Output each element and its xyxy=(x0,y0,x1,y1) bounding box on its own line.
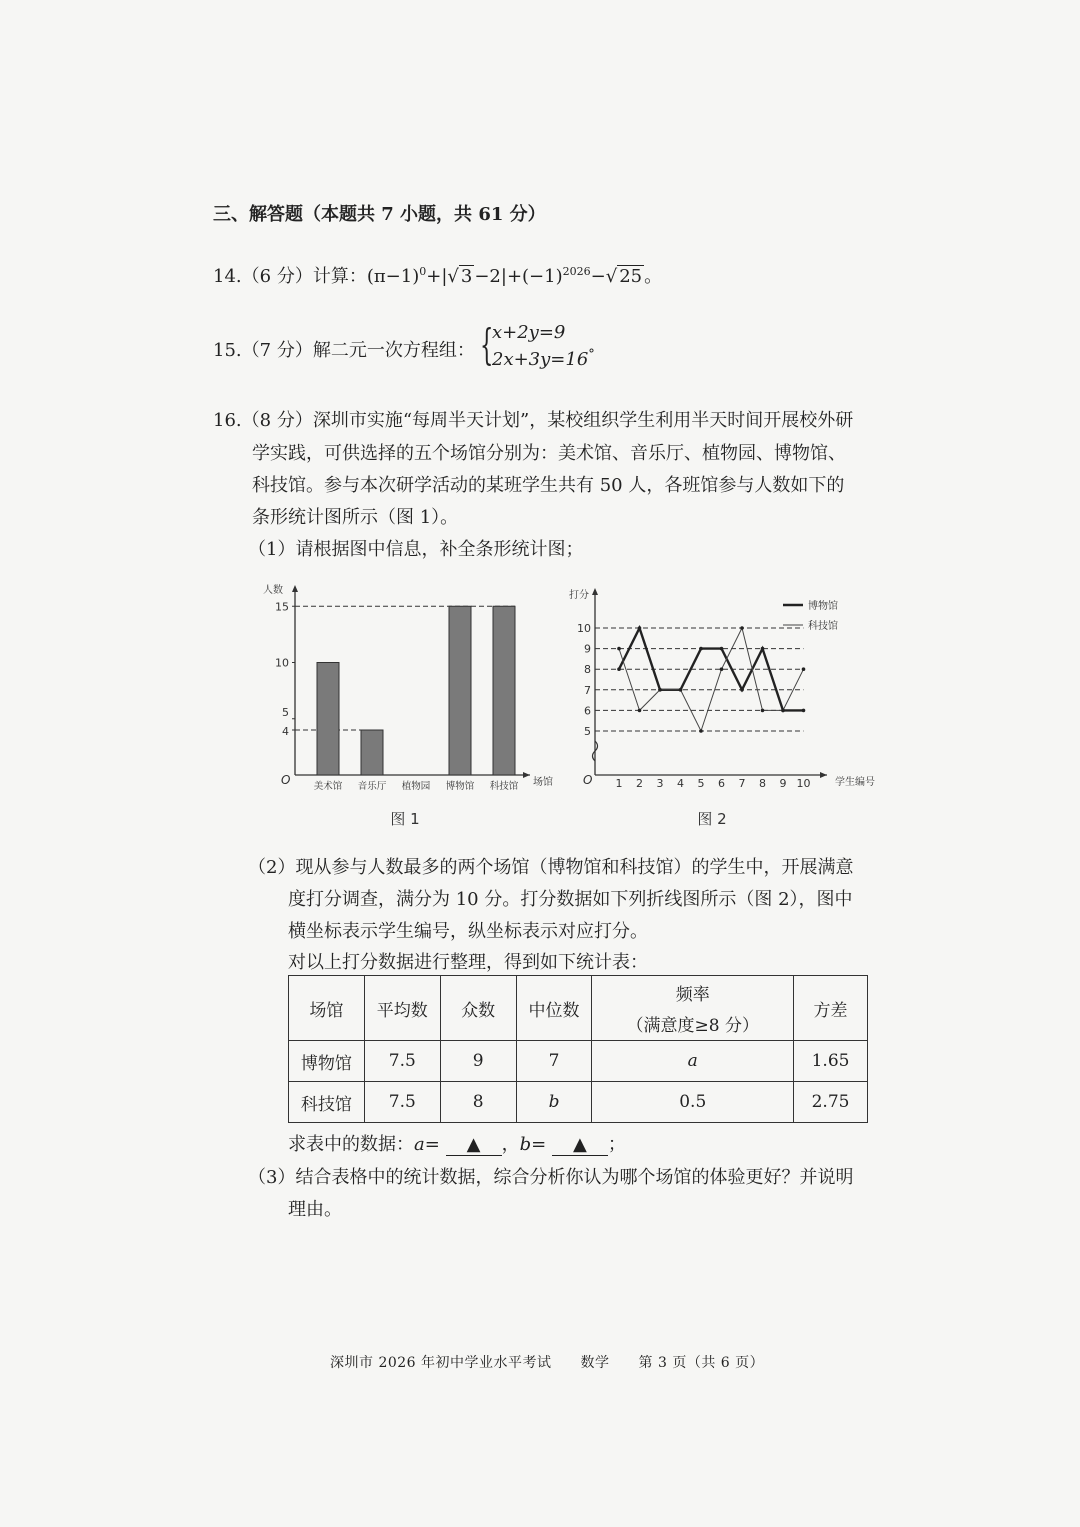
q14-end: 。 xyxy=(644,266,663,287)
table-cell: 科技馆 xyxy=(289,1082,365,1123)
x-tick-label: 植物园 xyxy=(401,781,431,792)
y-tick-label: 6 xyxy=(584,704,591,718)
q14-number: 14. xyxy=(213,266,242,287)
y-tick-label: 5 xyxy=(584,725,591,738)
figure-1-caption: 图 1 xyxy=(390,810,420,828)
x-tick-label: 4 xyxy=(677,777,684,790)
origin-label: O xyxy=(281,773,291,787)
data-point xyxy=(761,709,765,713)
q16-number: 16. xyxy=(213,410,242,431)
data-point xyxy=(699,647,703,651)
header-frequency-title: 频率 xyxy=(675,985,710,1005)
y-tick-label: 4 xyxy=(282,725,289,738)
equation-2-end: ° xyxy=(588,347,595,362)
equation-2 xyxy=(492,347,595,370)
q16-part1: （1）请根据图中信息，补全条形统计图； xyxy=(248,539,584,560)
data-point xyxy=(638,626,642,630)
x-tick-label: 1 xyxy=(615,777,623,790)
q16-part2-3: 对以上打分数据进行整理，得到如下统计表： xyxy=(288,952,648,973)
x-tick-label: 2 xyxy=(636,777,643,790)
y-axis-label: 打分 xyxy=(569,590,589,601)
table-cell: 7.5 xyxy=(364,1082,440,1123)
answer-blank-b[interactable]: ▲ xyxy=(552,1134,608,1156)
data-point xyxy=(699,729,703,733)
x-axis-label: 场馆 xyxy=(533,777,553,788)
equation-2-text: 2x+3y=16 xyxy=(492,349,589,370)
q16-text-2: 科技馆。参与本次研学活动的某班学生共有 50 人，各班馆参与人数如下的 xyxy=(252,475,845,496)
y-tick-label: 10 xyxy=(275,656,289,670)
ask-eq2: = xyxy=(531,1134,547,1155)
line-chart xyxy=(565,580,895,830)
q14-label: 计算： xyxy=(312,266,367,287)
x-tick-label: 7 xyxy=(738,777,746,790)
x-tick-label: 5 xyxy=(697,777,705,790)
q15-label: 解二元一次方程组： xyxy=(312,340,475,361)
x-tick-label: 美术馆 xyxy=(313,781,343,792)
question-16-line-1 xyxy=(213,406,853,432)
q14-expr-a: (π−1) xyxy=(366,266,420,287)
q14-expr-c: −2|+(−1) xyxy=(474,266,563,287)
header-mean: 平均数 xyxy=(364,976,440,1041)
ask-a: a xyxy=(414,1134,425,1155)
x-axis-label: 学生编号 xyxy=(835,777,875,788)
q16-points: （8 分） xyxy=(241,410,313,431)
data-point xyxy=(638,709,642,713)
data-point xyxy=(781,709,785,713)
ask-sep: ， xyxy=(501,1134,520,1155)
ask-b: b xyxy=(519,1134,532,1155)
q16-part2-1: 度打分调查，满分为 10 分。打分数据如下列折线图所示（图 2），图中 xyxy=(288,889,853,910)
q16-part3-1: 理由。 xyxy=(288,1199,342,1220)
table-cell: b xyxy=(516,1082,592,1123)
legend-label: 博物馆 xyxy=(808,601,838,612)
table-cell: 2.75 xyxy=(794,1082,868,1123)
header-median: 中位数 xyxy=(516,976,592,1041)
table-cell: a xyxy=(592,1041,794,1082)
x-axis-arrow-icon xyxy=(523,772,530,778)
section-title: 三、解答题（本题共 7 小题，共 61 分） xyxy=(213,204,546,225)
header-frequency-sub: （满意度≥8 分） xyxy=(626,1016,759,1036)
x-tick-label: 科技馆 xyxy=(489,781,519,792)
bar-科技馆 xyxy=(493,606,515,775)
y-axis-arrow-icon xyxy=(592,588,598,595)
header-mode: 众数 xyxy=(440,976,516,1041)
data-point xyxy=(720,667,724,671)
q15-number: 15. xyxy=(213,340,242,361)
q14-sup-c: 2026 xyxy=(562,265,591,278)
bar-美术馆 xyxy=(317,663,339,776)
table-cell: 7 xyxy=(516,1041,592,1082)
table-header-row xyxy=(289,976,868,1041)
q16-text-0: 深圳市实施“每周半天计划”，某校组织学生利用半天时间开展校外研 xyxy=(312,410,854,431)
table-cell: 7.5 xyxy=(364,1041,440,1082)
x-tick-label: 6 xyxy=(718,777,725,790)
table-cell: 9 xyxy=(440,1041,516,1082)
data-point xyxy=(617,667,621,671)
header-frequency xyxy=(592,976,794,1041)
x-tick-label: 9 xyxy=(779,777,787,790)
origin-label: O xyxy=(583,773,593,787)
bar-博物馆 xyxy=(449,606,471,775)
q14-points: （6 分） xyxy=(241,266,313,287)
data-point xyxy=(617,647,621,651)
equation-1: x+2y=9 xyxy=(492,322,566,343)
y-tick-label: 5 xyxy=(282,705,289,719)
q16-part3-0: （3）结合表格中的统计数据，综合分析你认为哪个场馆的体验更好？并说明 xyxy=(248,1167,854,1188)
header-venue: 场馆 xyxy=(289,976,365,1041)
x-tick-label: 8 xyxy=(759,777,766,790)
q16-text-1: 学实践，可供选择的五个场馆分别为：美术馆、音乐厅、植物园、博物馆、 xyxy=(252,443,846,464)
data-point xyxy=(802,709,806,713)
page-footer: 深圳市 2026 年初中学业水平考试 数学 第 3 页（共 6 页） xyxy=(330,1355,765,1371)
bar-音乐厅 xyxy=(361,730,383,775)
q14-expr-d: − xyxy=(590,266,606,287)
question-14: 14.（6 分）计算：$(\pi-1)^0+|√$ $3 -2|+(-1)^{2026}-√$ 25 。 xyxy=(213,265,663,287)
data-point xyxy=(740,688,744,692)
table-row xyxy=(289,1041,868,1082)
q14-expr-b: +| xyxy=(426,266,448,287)
figure-2-caption: 图 2 xyxy=(697,810,727,828)
question-15 xyxy=(213,336,475,362)
q16-part2-2: 横坐标表示学生编号，纵坐标表示对应打分。 xyxy=(288,921,648,942)
brace-icon: { xyxy=(480,320,494,369)
table-cell: 1.65 xyxy=(794,1041,868,1082)
q16-text-3: 条形统计图所示（图 1）。 xyxy=(252,507,459,528)
q14-sqrt-b: 3 xyxy=(460,266,473,287)
ask-prefix: 求表中的数据： xyxy=(288,1134,414,1155)
y-tick-label: 10 xyxy=(577,622,591,635)
x-tick-label: 3 xyxy=(656,777,664,790)
table-cell: 博物馆 xyxy=(289,1041,365,1082)
answer-blank-a[interactable]: ▲ xyxy=(446,1134,502,1156)
data-point xyxy=(802,667,806,671)
x-axis-arrow-icon xyxy=(820,772,827,778)
ask-end: ； xyxy=(607,1134,626,1155)
x-tick-label: 音乐厅 xyxy=(357,781,387,792)
equation-system xyxy=(480,322,600,372)
table-cell: 8 xyxy=(440,1082,516,1123)
y-tick-label: 8 xyxy=(584,663,591,677)
q16-ask xyxy=(288,1130,626,1156)
data-point xyxy=(679,688,683,692)
table-row xyxy=(289,1082,868,1123)
data-point xyxy=(658,688,662,692)
header-variance: 方差 xyxy=(794,976,868,1041)
stats-table xyxy=(288,975,868,1123)
data-point xyxy=(720,647,724,651)
series-line-科技馆 xyxy=(619,628,804,731)
data-point xyxy=(761,647,765,651)
bar-chart xyxy=(255,580,575,830)
y-tick-label: 9 xyxy=(584,642,591,656)
x-tick-label: 10 xyxy=(796,777,811,790)
q16-part2-0: （2）现从参与人数最多的两个场馆（博物馆和科技馆）的学生中，开展满意 xyxy=(248,857,854,878)
legend-label: 科技馆 xyxy=(808,621,838,632)
y-tick-label: 7 xyxy=(584,683,591,697)
y-tick-label: 15 xyxy=(275,600,289,614)
q15-points: （7 分） xyxy=(241,340,313,361)
y-axis-label: 人数 xyxy=(263,585,283,596)
q14-sqrt-d: 25 xyxy=(619,266,643,287)
data-point xyxy=(740,626,744,630)
y-axis-arrow-icon xyxy=(292,585,298,592)
table-cell: 0.5 xyxy=(592,1082,794,1123)
x-tick-label: 博物馆 xyxy=(445,781,475,792)
q14-sup-a: 0 xyxy=(419,265,427,278)
ask-eq1: = xyxy=(424,1134,440,1155)
